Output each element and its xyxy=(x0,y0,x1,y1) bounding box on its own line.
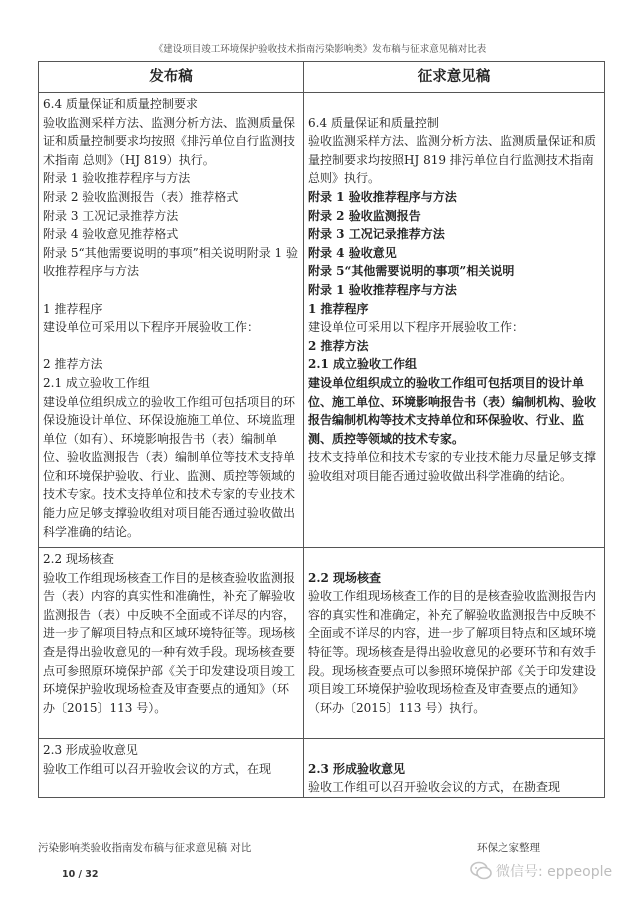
cell-paragraph: 附录 2 验收监测报告 xyxy=(308,208,421,223)
published-cell xyxy=(39,548,304,739)
draft-cell xyxy=(304,739,605,798)
wechat-watermark xyxy=(470,861,612,881)
cell-paragraph xyxy=(308,550,600,569)
cell-paragraph: 附录 4 验收意见推荐格式 xyxy=(43,227,179,242)
footer-right-text: 环保之家整理 xyxy=(477,842,540,854)
cell-paragraph: 附录 5“其他需要说明的事项”相关说明附录 1 验收推荐程序与方法 xyxy=(43,245,298,279)
cell-paragraph xyxy=(308,95,600,114)
cell-paragraph: 2.3 形成验收意见 xyxy=(308,761,406,776)
cell-paragraph xyxy=(308,741,600,760)
cell-paragraph: 2.1 成立验收工作组 xyxy=(43,375,150,390)
cell-paragraph: 2.3 形成验收意见 xyxy=(43,743,138,757)
draft-cell xyxy=(304,93,605,548)
cell-paragraph: 建设单位可采用以下程序开展验收工作： xyxy=(308,320,525,335)
cell-paragraph: 技术支持单位和技术专家的专业技术能力尽量足够支撑验收组对项目能否通过验收做出科学准确的结论。 xyxy=(308,450,597,483)
cell-paragraph: 验收监测采样方法、监测分析方法、监测质量保证和质量控制要求均按照HJ 819 排污单位自行监测技术指南 总则》执行。 xyxy=(308,134,597,186)
cell-paragraph: 附录 4 验收意见 xyxy=(308,245,397,260)
column-header-draft: 征求意见稿 xyxy=(304,62,605,93)
cell-paragraph: 2.1 成立验收工作组 xyxy=(308,357,418,372)
cell-paragraph: 附录 1 验收推荐程序与方法 xyxy=(308,282,457,297)
cell-paragraph: 验收工作组现场核查工作目的是核查验收监测报告（表）内容的真实性和准确性，补充了解验收监测报告（表）中反映不全面或不详尽的内容，进一步了解项目特点和区域环境特征等。现场核查是得出验收意见的一种有效手段。现场核查要点可参照原环境保护部《关于印发建设项目竣工环境保护验收现场检查及审查要点的通知》（环办〔2015〕113 号）。 xyxy=(43,570,296,715)
draft-cell xyxy=(304,548,605,739)
cell-paragraph: 2.2 现场核查 xyxy=(43,552,114,566)
cell-paragraph: 附录 5“其他需要说明的事项”相关说明 xyxy=(308,264,515,279)
cell-paragraph: 2 推荐方法 xyxy=(43,357,103,372)
cell-paragraph: 建设单位组织成立的验收工作组可包括项目的环保设施设计单位、环保设施施工单位、环境监理单位（如有）、环境影响报告书（表）编制单位、验收监测报告（表）编制单位等技术支持单位和环境保护验收、行业、监测、质控等领域的技术专家。技术支持单位和技术专家的专业技术能力应足够支撑验收组对项目能否通过验收做出科学准确的结论。 xyxy=(43,394,296,539)
cell-paragraph: 验收监测采样方法、监测分析方法、监测质量保证和质量控制要求均按照《排污单位自行监测技术指南 总则》（HJ 819）执行。 xyxy=(43,115,296,167)
cell-paragraph: 1 推荐程序 xyxy=(308,301,369,316)
cell-paragraph: 验收工作组可以召开验收会议的方式，在勘查现 xyxy=(308,780,561,795)
cell-paragraph: 附录 1 验收推荐程序与方法 xyxy=(308,189,457,204)
cell-paragraph: 附录 1 验收推荐程序与方法 xyxy=(43,171,191,186)
cell-paragraph xyxy=(43,281,299,300)
table-header-row xyxy=(39,62,605,93)
column-header-published: 发布稿 xyxy=(39,62,304,93)
published-cell xyxy=(39,93,304,548)
wechat-icon xyxy=(470,861,492,881)
cell-paragraph: 附录 3 工况记录推荐方法 xyxy=(43,208,179,223)
comparison-table xyxy=(38,61,605,798)
footer-left-text: 污染影响类验收指南发布稿与征求意见稿 对比 xyxy=(38,842,252,854)
table-row xyxy=(39,93,605,548)
document-header-title: 《建设项目竣工环境保护验收技术指南污染影响类》发布稿与征求意见稿对比表 xyxy=(153,44,487,55)
cell-paragraph: 1 推荐程序 xyxy=(43,301,103,316)
cell-paragraph: 6.4 质量保证和质量控制要求 xyxy=(43,97,198,111)
cell-paragraph: 2.2 现场核查 xyxy=(308,570,382,585)
cell-paragraph: 附录 2 验收监测报告（表）推荐格式 xyxy=(43,189,239,204)
table-row xyxy=(39,739,605,798)
cell-paragraph: 2 推荐方法 xyxy=(308,338,369,353)
page-number: 10 / 32 xyxy=(62,869,99,880)
cell-paragraph: 验收工作组可以召开验收会议的方式，在现 xyxy=(43,761,272,776)
cell-paragraph: 建设单位可采用以下程序开展验收工作： xyxy=(43,320,260,335)
watermark-text: 微信号: eppeople xyxy=(496,864,613,880)
cell-paragraph: 建设单位组织成立的验收工作组可包括项目的设计单位、施工单位、环境影响报告书（表）编制机构、验收报告编制机构等技术支持单位和环保验收、行业、监测、质控等领域的技术专家。 xyxy=(308,375,597,446)
cell-paragraph xyxy=(43,337,299,356)
published-cell xyxy=(39,739,304,798)
cell-paragraph: 附录 3 工况记录推荐方法 xyxy=(308,227,445,242)
cell-paragraph: 6.4 质量保证和质量控制 xyxy=(308,115,439,130)
cell-paragraph: 验收工作组现场核查工作的目的是核查验收监测报告内容的真实性和准确定，补充了解验收监测报告中反映不全面或不详尽的内容，进一步了解项目特点和区域环境特征等。现场核查是得出验收意见的必要环节和有效手段。现场核查要点可以参照环境保护部《关于印发建设项目竣工环境保护验收现场检查及审查要点的通知》（环办〔2015〕113 号）执行。 xyxy=(308,589,597,715)
table-row xyxy=(39,548,605,739)
